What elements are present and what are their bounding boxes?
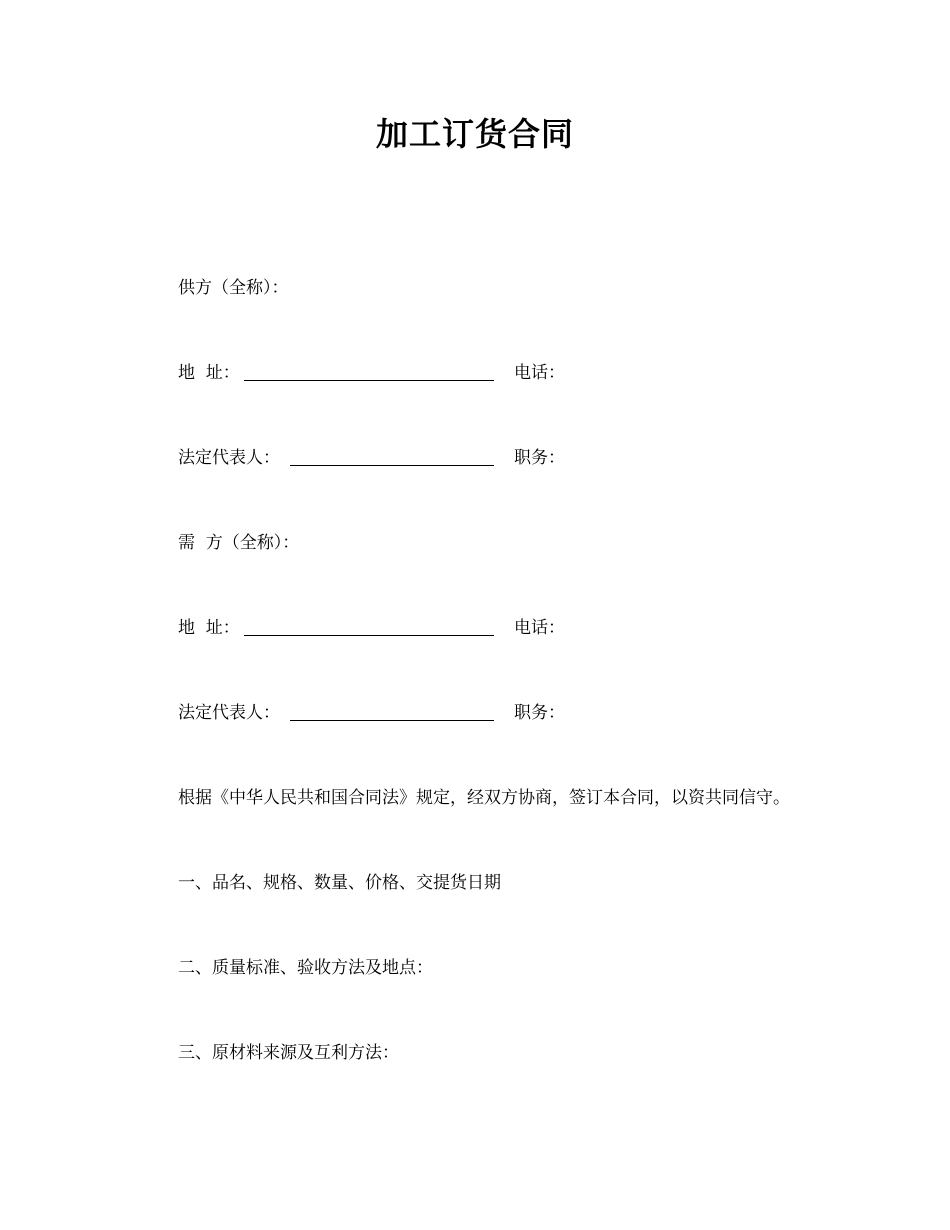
supplier-phone-label: 电话：	[514, 363, 565, 383]
document-title: 加工订货合同	[375, 115, 574, 153]
supplier-name-label: 供方（全称）：	[178, 278, 289, 298]
buyer-address-label: 地 址：	[178, 618, 240, 638]
supplier-address-line	[178, 361, 565, 385]
section-heading-2: 二、质量标准、验收方法及地点：	[178, 958, 433, 978]
buyer-name-line	[178, 531, 299, 555]
buyer-phone-label: 电话：	[514, 618, 565, 638]
buyer-address-blank[interactable]	[244, 635, 494, 636]
buyer-rep-line	[178, 701, 565, 725]
section-heading-3: 三、原材料来源及互利方法：	[178, 1043, 399, 1063]
supplier-name-line	[178, 276, 289, 300]
buyer-name-label: 需 方（全称）：	[178, 533, 300, 553]
preamble-paragraph: 根据《中华人民共和国合同法》规定，经双方协商，签订本合同，以资共同信守。	[178, 788, 790, 808]
buyer-rep-blank[interactable]	[290, 720, 494, 721]
buyer-position-label: 职务：	[514, 703, 565, 723]
section-heading-1: 一、品名、规格、数量、价格、交提货日期	[178, 873, 501, 893]
supplier-rep-blank[interactable]	[290, 465, 494, 466]
supplier-address-blank[interactable]	[244, 380, 494, 381]
supplier-rep-line	[178, 446, 565, 470]
supplier-position-label: 职务：	[514, 448, 565, 468]
supplier-address-label: 地 址：	[178, 363, 240, 383]
buyer-address-line	[178, 616, 565, 640]
supplier-rep-label: 法定代表人：	[178, 448, 280, 468]
buyer-rep-label: 法定代表人：	[178, 703, 280, 723]
